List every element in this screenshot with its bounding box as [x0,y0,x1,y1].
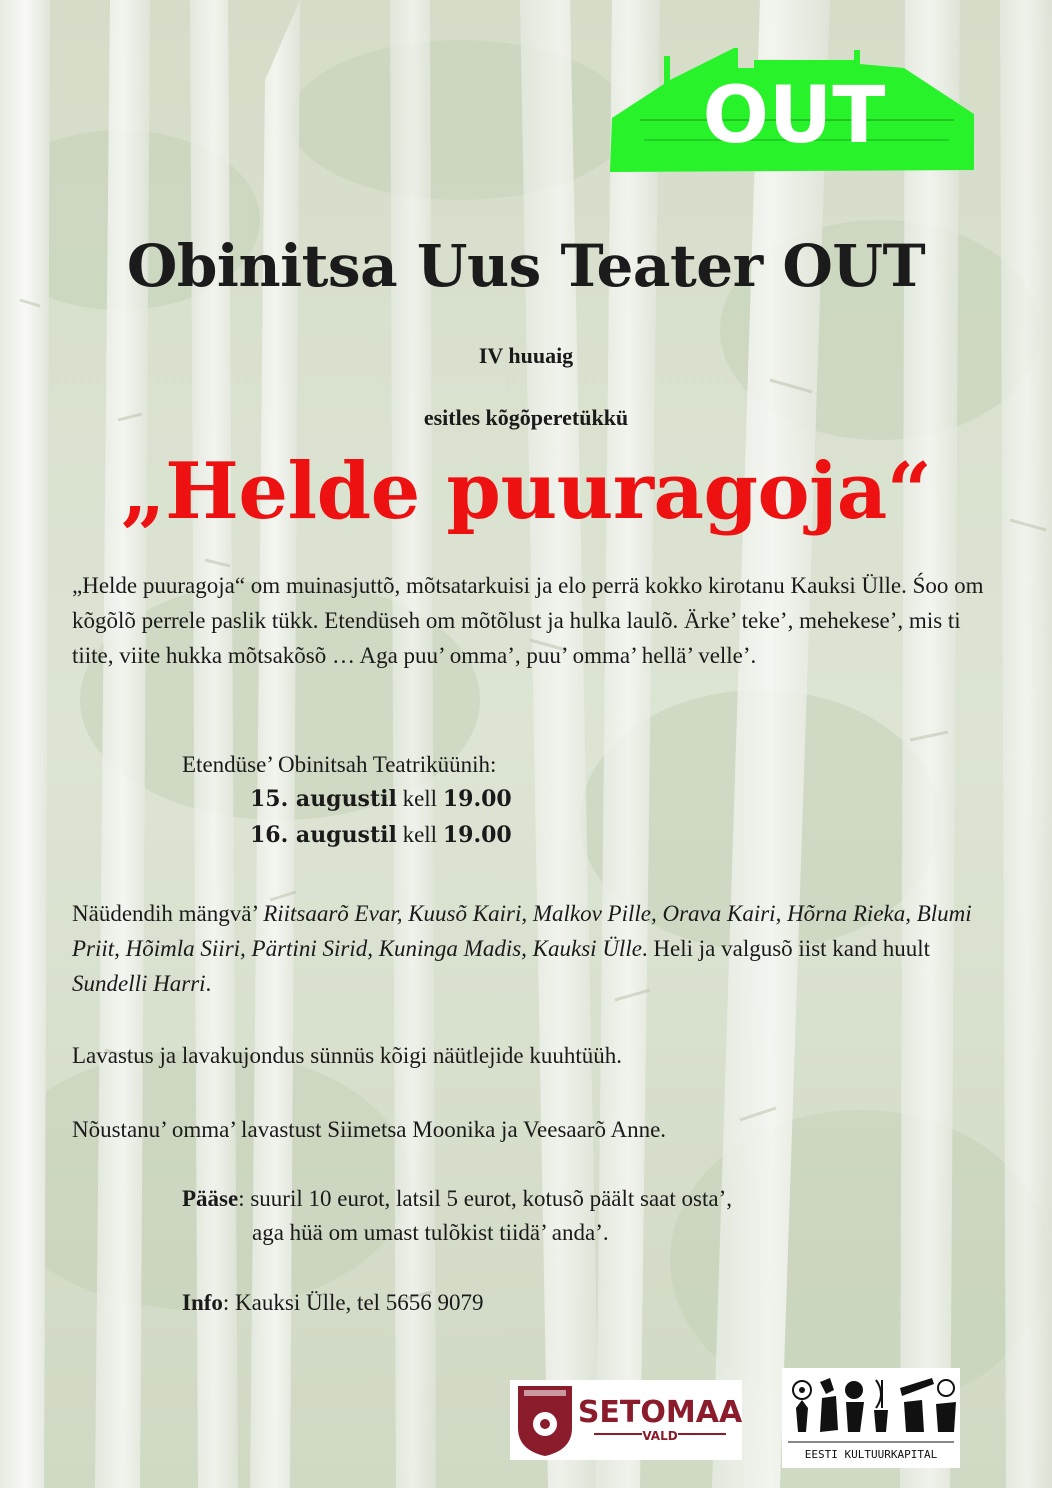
eesti-kultuurkapital-logo [782,1368,960,1468]
direction-note: Lavastus ja lavakujondus sünnüs kõigi näütlejide kuuhtüüh. [72,1043,623,1068]
time: 19.00 [442,822,512,848]
advisors-note: Nõustanu’ omma’ lavastust Siimetsa Moonika ja Veesaarõ Anne. [72,1117,667,1142]
setomaa-vald-logo [510,1380,742,1460]
cast-prefix: Näüdendih mängvä’ [72,901,258,926]
play-title: „Helde puuragoja“ [120,446,932,537]
setomaa-wordmark: SETOMAA [577,1395,742,1430]
event-subtitle: IV huuaig [478,343,574,368]
kell-label: kell [402,822,438,847]
tech-dot: . [205,971,212,996]
cast-list: Riitsaarõ Evar, Kuusõ Kairi, Malkov Pille, Orava Kairi, Hõrna Rieka, Blumi Priit, Hõimla Siiri, Pärtini Sirid, Kuninga Madis, Kauksi Ülle [72,901,972,961]
performances-label: Etendüse’ Obinitsah Teatriküünih: [182,752,497,777]
performance-date-2 [250,822,512,848]
presents-line: esitles kõgõperetükkü [423,405,629,430]
info-label: Info [182,1290,223,1315]
cast-dot: . [641,936,648,961]
price-line-2: aga hüä om umast tulõkist tiidä’ anda’. [252,1220,609,1245]
ekk-wordmark: EESTI KULTUURKAPITAL [804,1448,938,1461]
date: 16. augustil [250,822,397,848]
price-line-1: : suuril 10 eurot, latsil 5 eurot, kotusõ päält saat osta’, [238,1186,732,1211]
info-text: : Kauksi Ülle, tel 5656 9079 [222,1290,484,1315]
play-description: „Helde puuragoja“ om muinasjuttõ, mõtsatarkuisi ja elo perrä kokko kirotanu Kauksi Ülle. Śoo om kõgõlõ perrele paslik tükk. Etendüseh om mõtõlust ja hulka laulõ. Ärke’ teke’, mehekese’, mis ti tiite, viite hukka mõtsakõsõ … Aga puu’ omma’, puu’ omma’ hellä’ velle’. [72,573,984,668]
cast-paragraph [72,896,992,1001]
out-logo-text: OUT [702,71,886,161]
ticket-price [182,1182,732,1250]
time: 19.00 [442,786,512,812]
vald-wordmark: VALD [642,1429,678,1443]
contact-info [182,1290,484,1316]
tech-prefix: Heli ja valgusõ iist kand huult [653,936,931,961]
kell-label: kell [402,786,438,811]
theatre-name: Obinitsa Uus Teater OUT [126,232,926,300]
out-theatre-logo [604,44,980,174]
performance-date-1 [250,786,512,812]
date: 15. augustil [250,786,397,812]
tech-name: Sundelli Harri [72,971,206,996]
price-label: Pääse [182,1186,239,1211]
